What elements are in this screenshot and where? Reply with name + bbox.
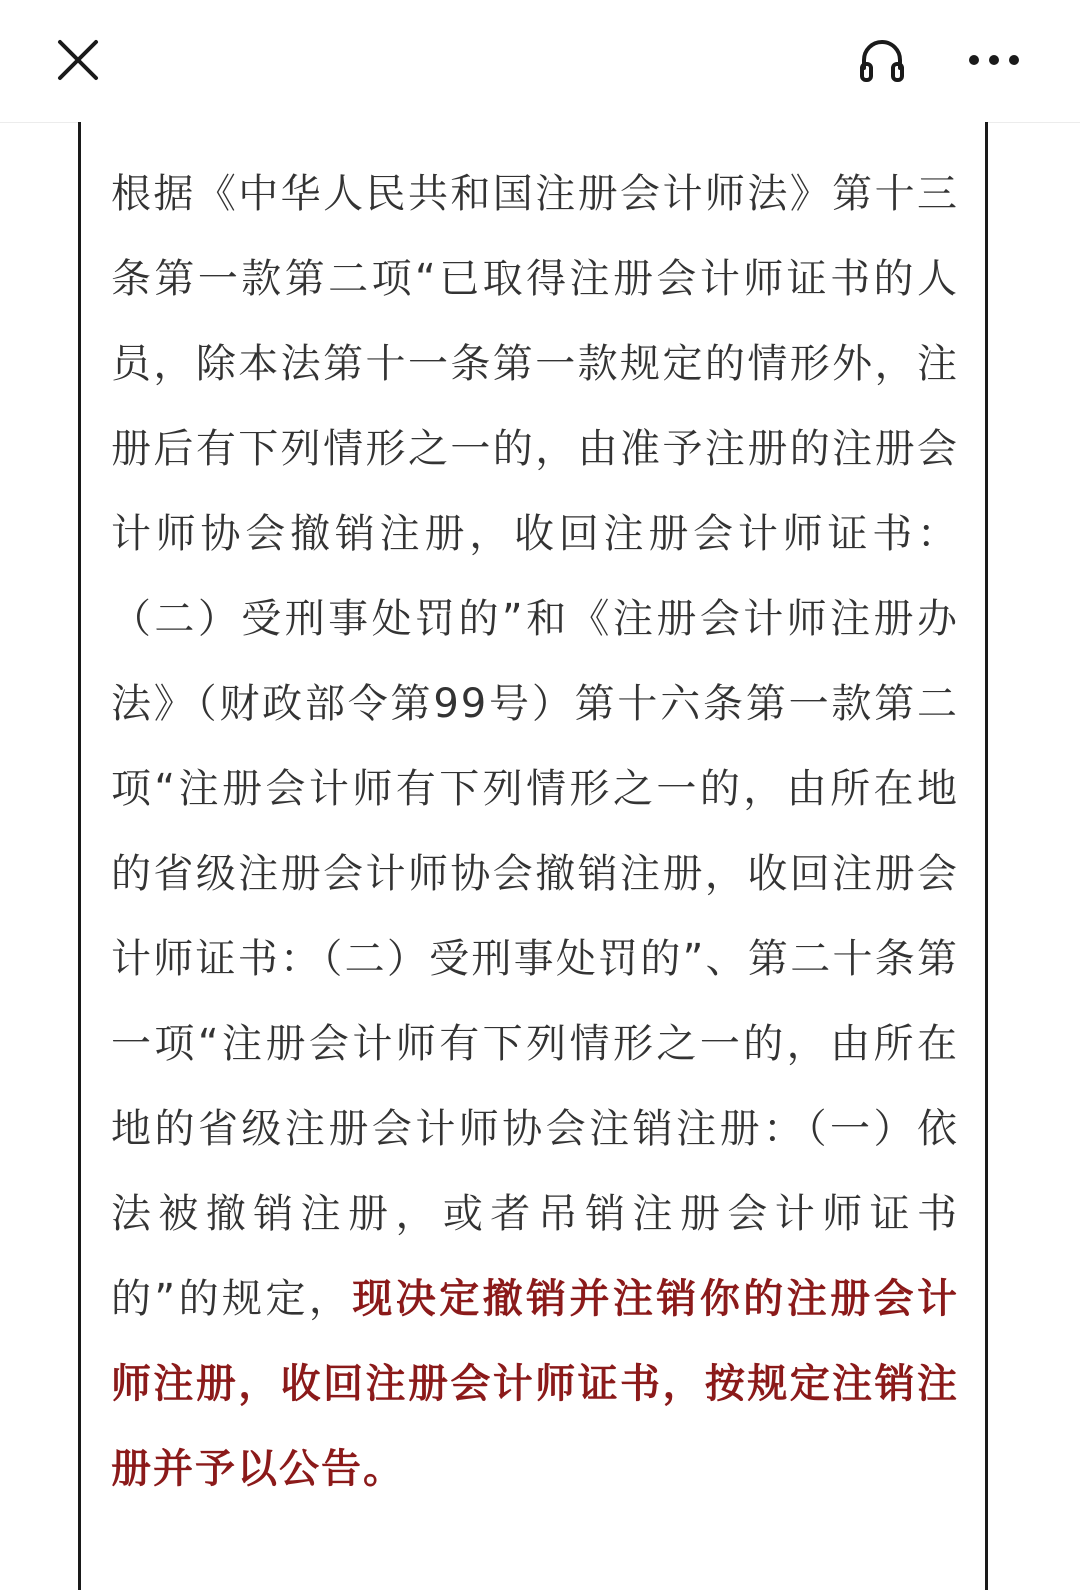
article-body-text: 根据《中华人民共和国注册会计师法》第十三条第一款第二项“已取得注册会计师证书的人员，除本法第十一条第一款规定的情形外，注册后有下列情形之一的，由准予注册的注册会计师协会撤销注册，收回注册会计师证书：（二）受刑事处罚的”和《注册会计师注册办法》（财政部令第99号）第十六条第一款第二项“注册会计师有下列情形之一的，由所在地的省级注册会计师协会撤销注册，收回注册会计师证书：（二）受刑事处罚的”、第二十条第一项“注册会计师有下列情形之一的，由所在地的省级注册会计师协会注销注册：（一）依法被撤销注册，或者吊销注册会计师证书的”的规定，: [111, 171, 959, 1322]
article-frame: [78, 122, 988, 1590]
close-icon: [56, 38, 100, 82]
article-paragraph: [111, 152, 959, 1512]
headphones-icon: [856, 34, 908, 86]
listen-audio-button[interactable]: [850, 28, 914, 92]
article-highlight-text: 现决定撤销并注销你的注册会计师注册，收回注册会计师证书，按规定注销注册并予以公告。: [111, 1276, 959, 1492]
more-dots-icon: [968, 53, 1020, 67]
close-button[interactable]: [46, 28, 110, 92]
more-options-button[interactable]: [962, 28, 1026, 92]
top-navigation-bar: [0, 0, 1080, 123]
